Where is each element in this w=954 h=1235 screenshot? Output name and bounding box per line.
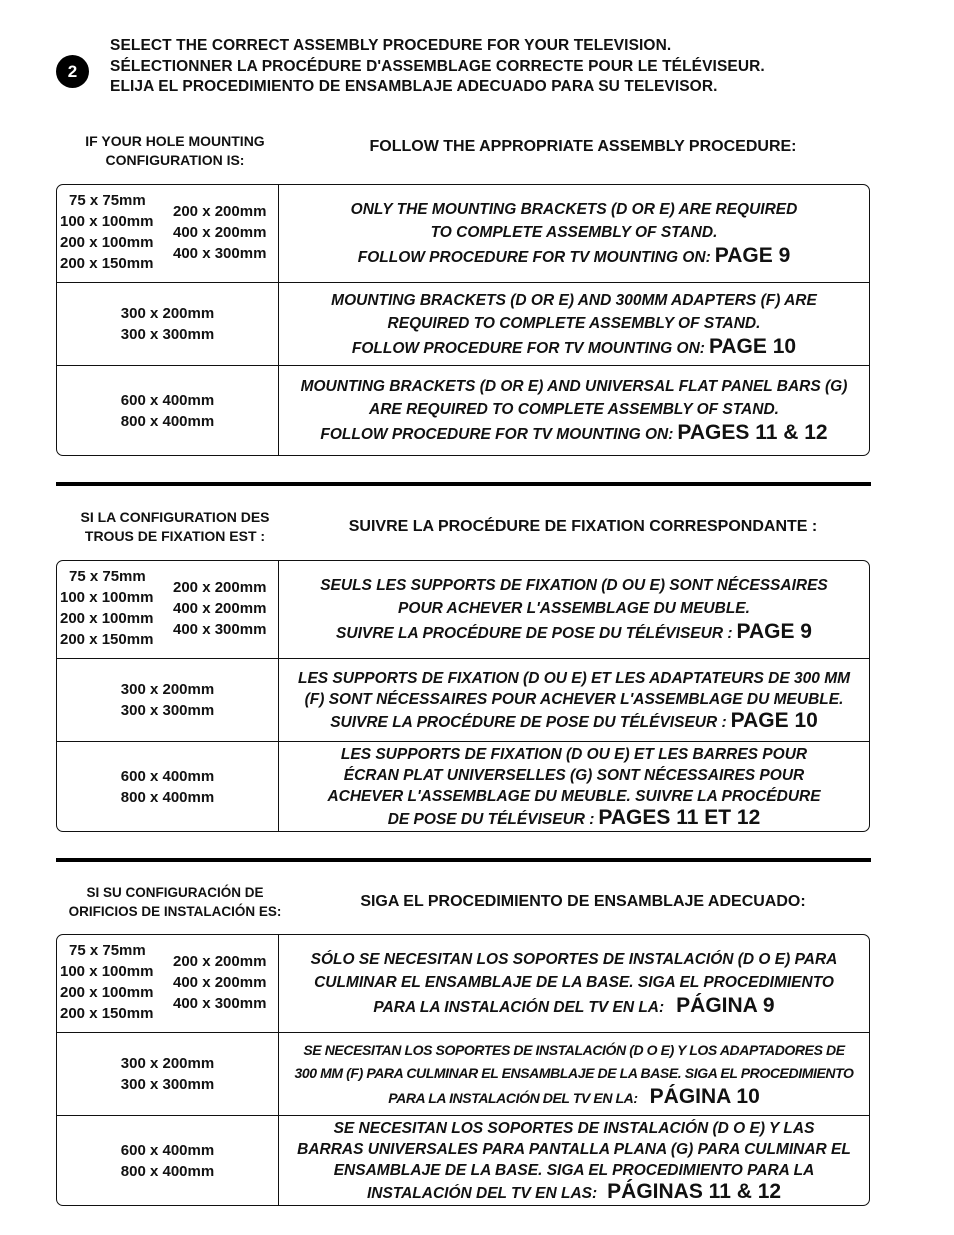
instruction-english: SELECT THE CORRECT ASSEMBLY PROCEDURE FOR YOUR TELEVISION. xyxy=(110,37,672,54)
hole-sizes-cell xyxy=(57,283,279,365)
procedure-line: SUIVRE LA PROCÉDURE DE POSE DU TÉLÉVISEUR : PAGE 10 xyxy=(330,708,818,732)
hole-size: 400 x 200mm xyxy=(173,600,267,617)
page-reference: PAGE 10 xyxy=(708,334,797,358)
page-reference: PÁGINA 10 xyxy=(649,1084,760,1108)
hole-size: 600 x 400mm xyxy=(120,1141,215,1159)
config-header-line: ORIFICIOS DE INSTALACIÓN ES: xyxy=(68,904,282,919)
table-row xyxy=(57,365,869,455)
hole-sizes-list xyxy=(173,951,266,1014)
hole-sizes-cell xyxy=(57,659,279,741)
procedure-cell xyxy=(279,935,869,1032)
procedure-line: FOLLOW PROCEDURE FOR TV MOUNTING ON: PAGE 9 xyxy=(357,244,791,267)
hole-size: 200 x 150mm xyxy=(60,255,154,272)
procedure-cell xyxy=(279,742,869,831)
table-row xyxy=(57,1115,869,1205)
hole-size: 200 x 200mm xyxy=(173,579,267,596)
procedure-line: INSTALACIÓN DEL TV EN LAS: PÁGINAS 11 & 12 xyxy=(366,1179,782,1203)
hole-size: 200 x 100mm xyxy=(60,984,154,1001)
procedure-line: TO COMPLETE ASSEMBLY OF STAND. xyxy=(430,224,718,241)
hole-sizes-cell xyxy=(57,1116,279,1205)
hole-sizes-list xyxy=(60,566,153,650)
config-header xyxy=(56,508,294,546)
hole-sizes-cell xyxy=(57,366,279,455)
section-divider xyxy=(56,858,871,862)
procedure-line: REQUIRED TO COMPLETE ASSEMBLY OF STAND. xyxy=(387,314,761,332)
hole-size: 200 x 100mm xyxy=(60,234,154,251)
config-header-line: IF YOUR HOLE MOUNTING xyxy=(85,133,265,149)
section-divider xyxy=(56,482,871,486)
procedure-cell xyxy=(279,366,869,455)
hole-size: 300 x 200mm xyxy=(120,681,215,698)
procedure-cell xyxy=(279,185,869,282)
hole-size: 200 x 200mm xyxy=(173,203,267,220)
step-number-badge: 2 xyxy=(56,55,89,88)
hole-size: 200 x 150mm xyxy=(60,1005,154,1022)
procedure-cell xyxy=(279,561,869,658)
hole-size: 100 x 100mm xyxy=(60,589,154,606)
config-header-line: TROUS DE FIXATION EST : xyxy=(84,528,266,544)
hole-sizes-cell xyxy=(57,1033,279,1115)
procedure-header: SUIVRE LA PROCÉDURE DE FIXATION CORRESPONDANTE : xyxy=(348,518,818,535)
table-row xyxy=(57,935,869,1032)
procedure-cell xyxy=(279,659,869,741)
instruction-french: SÉLECTIONNER LA PROCÉDURE D'ASSEMBLAGE CORRECTE POUR LE TÉLÉVISEUR. xyxy=(110,57,765,75)
procedure-line: PARA LA INSTALACIÓN DEL TV EN LA: PÁGINA 9 xyxy=(373,994,775,1017)
hole-size: 800 x 400mm xyxy=(120,1162,215,1180)
hole-sizes-cell xyxy=(57,185,279,282)
procedure-line: POUR ACHEVER L'ASSEMBLAGE DU MEUBLE. xyxy=(398,600,750,617)
hole-size: 600 x 400mm xyxy=(120,391,215,409)
hole-size: 400 x 200mm xyxy=(173,224,267,241)
page-reference: PÁGINA 9 xyxy=(676,994,775,1017)
procedure-line: SÓLO SE NECESITAN LOS SOPORTES DE INSTALACIÓN (D O E) PARA xyxy=(310,951,838,968)
page-reference: PAGE 10 xyxy=(730,708,818,732)
hole-size: 800 x 400mm xyxy=(120,412,215,430)
procedure-table xyxy=(56,184,870,456)
hole-size: 300 x 300mm xyxy=(120,1076,215,1093)
procedure-line: MOUNTING BRACKETS (D OR E) AND UNIVERSAL FLAT PANEL BARS (G) xyxy=(300,378,848,395)
procedure-table xyxy=(56,560,870,832)
procedure-line: MOUNTING BRACKETS (D OR E) AND 300MM ADAPTERS (F) ARE xyxy=(331,291,817,309)
table-row xyxy=(57,658,869,741)
procedure-line: FOLLOW PROCEDURE FOR TV MOUNTING ON: PAGES 11 & 12 xyxy=(320,421,828,444)
hole-size: 800 x 400mm xyxy=(120,788,215,806)
procedure-header: FOLLOW THE APPROPRIATE ASSEMBLY PROCEDURE: xyxy=(369,138,797,155)
instruction-spanish: ELIJA EL PROCEDIMIENTO DE ENSAMBLAJE ADECUADO PARA SU TELEVISOR. xyxy=(110,78,718,95)
procedure-line: SUIVRE LA PROCÉDURE DE POSE DU TÉLÉVISEUR : PAGE 9 xyxy=(336,620,812,643)
config-header xyxy=(56,883,294,921)
hole-size: 300 x 300mm xyxy=(120,326,215,343)
procedure-line: ENSAMBLAJE DE LA BASE. SIGA EL PROCEDIMIENTO PARA LA xyxy=(333,1161,815,1179)
page-reference: PAGE 9 xyxy=(714,244,791,267)
procedure-cell xyxy=(279,1033,869,1115)
procedure-line: BARRAS UNIVERSALES PARA PANTALLA PLANA (G) PARA CULMINAR EL xyxy=(297,1140,851,1158)
hole-sizes-list xyxy=(60,940,153,1024)
hole-size: 600 x 400mm xyxy=(120,767,215,785)
procedure-line: (F) SONT NÉCESSAIRES POUR ACHEVER L'ASSEMBLAGE DU MEUBLE. xyxy=(304,690,844,708)
hole-size: 75 x 75mm xyxy=(69,942,146,959)
step-instructions xyxy=(110,36,765,98)
table-row xyxy=(57,561,869,658)
procedure-table xyxy=(56,934,870,1206)
hole-size: 200 x 100mm xyxy=(60,610,154,627)
procedure-line: LES SUPPORTS DE FIXATION (D OU E) ET LES ADAPTATEURS DE 300 MM xyxy=(297,669,851,687)
procedure-line: ONLY THE MOUNTING BRACKETS (D OR E) ARE REQUIRED xyxy=(350,201,798,218)
hole-sizes-cell xyxy=(57,561,279,658)
config-header-line: SI LA CONFIGURATION DES xyxy=(80,509,270,525)
hole-size: 100 x 100mm xyxy=(60,963,154,980)
procedure-line: DE POSE DU TÉLÉVISEUR : PAGES 11 ET 12 xyxy=(387,805,761,829)
procedure-line: ACHEVER L'ASSEMBLAGE DU MEUBLE. SUIVRE LA PROCÉDURE xyxy=(327,787,821,805)
hole-size: 75 x 75mm xyxy=(69,568,146,585)
hole-size: 300 x 200mm xyxy=(120,305,215,322)
page-reference: PAGES 11 & 12 xyxy=(677,421,828,444)
hole-size: 400 x 200mm xyxy=(173,974,267,991)
procedure-line: CULMINAR EL ENSAMBLAJE DE LA BASE. SIGA EL PROCEDIMIENTO xyxy=(314,974,834,991)
procedure-line: PARA LA INSTALACIÓN DEL TV EN LA: PÁGINA 10 xyxy=(388,1084,760,1108)
procedure-line: SE NECESITAN LOS SOPORTES DE INSTALACIÓN (D O E) Y LOS ADAPTADORES DE xyxy=(303,1041,845,1058)
procedure-line: SE NECESITAN LOS SOPORTES DE INSTALACIÓN (D O E) Y LAS xyxy=(333,1119,815,1137)
table-row xyxy=(57,185,869,282)
table-row xyxy=(57,741,869,831)
config-header-line: CONFIGURATION IS: xyxy=(105,152,245,168)
hole-size: 400 x 300mm xyxy=(173,995,267,1012)
procedure-header: SIGA EL PROCEDIMIENTO DE ENSAMBLAJE ADECUADO: xyxy=(360,893,806,910)
hole-sizes-cell xyxy=(57,742,279,831)
hole-size: 200 x 150mm xyxy=(60,631,154,648)
hole-size: 300 x 300mm xyxy=(120,702,215,719)
hole-sizes-cell xyxy=(57,935,279,1032)
config-header-line: SI SU CONFIGURACIÓN DE xyxy=(86,885,264,900)
hole-sizes-list xyxy=(173,201,266,264)
hole-sizes-list xyxy=(173,577,266,640)
procedure-cell xyxy=(279,283,869,365)
page-reference: PAGES 11 ET 12 xyxy=(598,805,761,829)
hole-size: 200 x 200mm xyxy=(173,953,267,970)
procedure-line: ÉCRAN PLAT UNIVERSELLES (G) SONT NÉCESSAIRES POUR xyxy=(343,766,805,784)
page-reference: PAGE 9 xyxy=(736,620,812,643)
procedure-line: SEULS LES SUPPORTS DE FIXATION (D OU E) SONT NÉCESSAIRES xyxy=(320,577,828,594)
procedure-cell xyxy=(279,1116,869,1205)
procedure-line: 300 MM (F) PARA CULMINAR EL ENSAMBLAJE DE LA BASE. SIGA EL PROCEDIMIENTO xyxy=(294,1064,854,1081)
hole-size: 400 x 300mm xyxy=(173,245,267,262)
hole-sizes-list xyxy=(60,190,153,274)
procedure-line: FOLLOW PROCEDURE FOR TV MOUNTING ON: PAGE 10 xyxy=(351,334,797,358)
hole-size: 75 x 75mm xyxy=(69,192,146,209)
hole-size: 400 x 300mm xyxy=(173,621,267,638)
table-row xyxy=(57,282,869,365)
table-row xyxy=(57,1032,869,1115)
hole-size: 300 x 200mm xyxy=(120,1055,215,1072)
hole-size: 100 x 100mm xyxy=(60,213,154,230)
procedure-line: ARE REQUIRED TO COMPLETE ASSEMBLY OF STAND. xyxy=(369,401,779,418)
procedure-line: LES SUPPORTS DE FIXATION (D OU E) ET LES BARRES POUR xyxy=(340,745,808,763)
config-header xyxy=(56,132,294,170)
page-reference: PÁGINAS 11 & 12 xyxy=(607,1179,782,1203)
